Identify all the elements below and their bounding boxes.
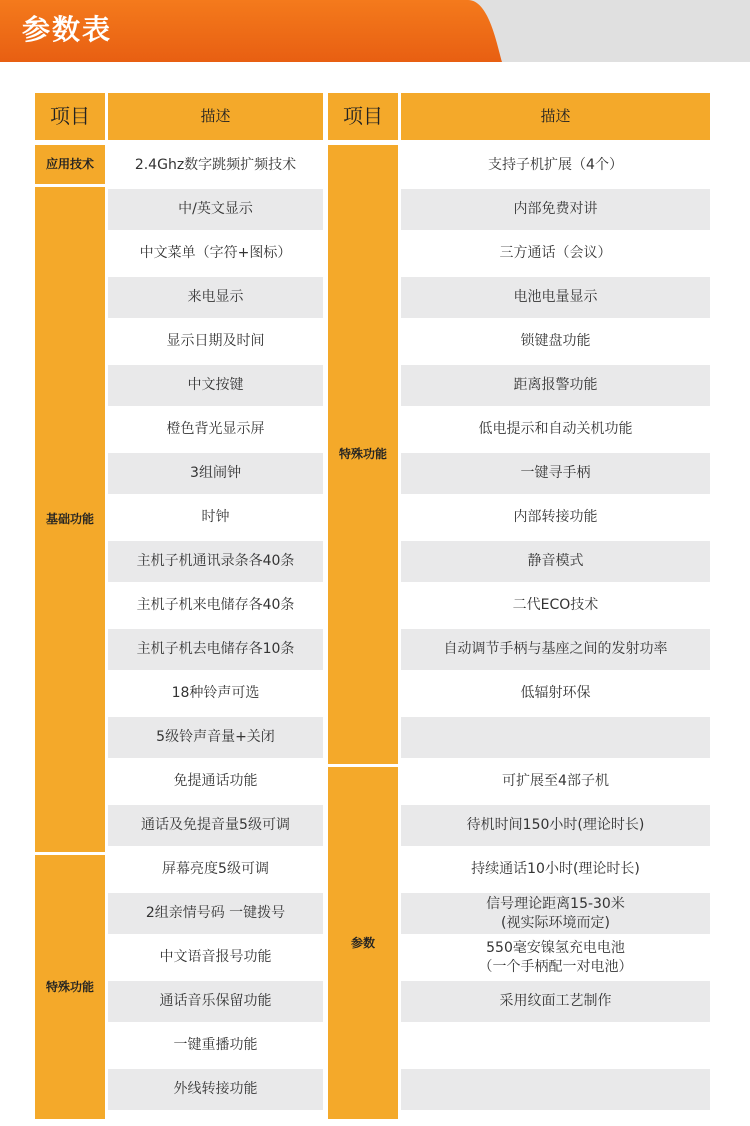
left-feature-row: 主机子机来电储存各40条 xyxy=(108,585,323,626)
right-feature-row: 低辐射环保 xyxy=(401,673,710,714)
left-feature-row: 屏幕亮度5级可调 xyxy=(108,849,323,890)
header-item-left: 项目 xyxy=(35,93,105,140)
left-feature-row: 主机子机去电储存各10条 xyxy=(108,629,323,670)
right-feature-row: 支持子机扩展（4个） xyxy=(401,145,710,186)
right-feature-row xyxy=(401,1025,710,1066)
left-feature-row: 通话及免提音量5级可调 xyxy=(108,805,323,846)
left-feature-row: 外线转接功能 xyxy=(108,1069,323,1110)
right-feature-row: 一键寻手柄 xyxy=(401,453,710,494)
left-feature-row: 免提通话功能 xyxy=(108,761,323,802)
left-feature-row: 橙色背光显示屏 xyxy=(108,409,323,450)
right-feature-row: 静音模式 xyxy=(401,541,710,582)
left-feature-row: 通话音乐保留功能 xyxy=(108,981,323,1022)
header-item-right: 项目 xyxy=(328,93,398,140)
banner-shape xyxy=(0,0,750,62)
right-feature-row: 三方通话（会议） xyxy=(401,233,710,274)
right-feature-row: 低电提示和自动关机功能 xyxy=(401,409,710,450)
left-feature-row: 一键重播功能 xyxy=(108,1025,323,1066)
left-feature-row: 2.4Ghz数字跳频扩频技术 xyxy=(108,145,323,186)
left-feature-row: 显示日期及时间 xyxy=(108,321,323,362)
category-basic-functions: 基础功能 xyxy=(35,187,105,852)
right-feature-row: 二代ECO技术 xyxy=(401,585,710,626)
left-feature-row: 中文语音报号功能 xyxy=(108,937,323,978)
right-feature-row: 采用纹面工艺制作 xyxy=(401,981,710,1022)
right-feature-row xyxy=(401,717,710,758)
category-special-functions-right: 特殊功能 xyxy=(328,145,398,764)
spec-table xyxy=(35,93,710,1119)
right-feature-row: 持续通话10小时(理论时长) xyxy=(401,849,710,890)
left-feature-row: 时钟 xyxy=(108,497,323,538)
right-feature-row: 内部转接功能 xyxy=(401,497,710,538)
category-parameters: 参数 xyxy=(328,767,398,1119)
left-feature-row: 2组亲情号码 一键拨号 xyxy=(108,893,323,934)
right-feature-row: 电池电量显示 xyxy=(401,277,710,318)
left-feature-row: 中文菜单（字符+图标） xyxy=(108,233,323,274)
left-feature-row: 中文按键 xyxy=(108,365,323,406)
left-feature-row: 18种铃声可选 xyxy=(108,673,323,714)
left-feature-row: 中/英文显示 xyxy=(108,189,323,230)
title-banner xyxy=(0,0,750,62)
header-desc-right: 描述 xyxy=(401,93,710,140)
right-feature-row xyxy=(401,1069,710,1110)
page-title: 参数表 xyxy=(22,13,113,46)
right-feature-row: 待机时间150小时(理论时长) xyxy=(401,805,710,846)
right-feature-row: 锁键盘功能 xyxy=(401,321,710,362)
right-feature-row: 可扩展至4部子机 xyxy=(401,761,710,802)
category-special-functions-left: 特殊功能 xyxy=(35,855,105,1119)
left-feature-row: 主机子机通讯录条各40条 xyxy=(108,541,323,582)
right-feature-row: 信号理论距离15-30米 (视实际环境而定) xyxy=(401,893,710,934)
right-feature-row: 距离报警功能 xyxy=(401,365,710,406)
category-app-tech: 应用技术 xyxy=(35,145,105,184)
right-feature-row: 自动调节手柄与基座之间的发射功率 xyxy=(401,629,710,670)
right-feature-row: 内部免费对讲 xyxy=(401,189,710,230)
header-desc-left: 描述 xyxy=(108,93,323,140)
left-feature-row: 来电显示 xyxy=(108,277,323,318)
left-feature-row: 5级铃声音量+关闭 xyxy=(108,717,323,758)
right-feature-row: 550毫安镍氢充电电池 （一个手柄配一对电池） xyxy=(401,937,710,978)
left-feature-row: 3组闹钟 xyxy=(108,453,323,494)
